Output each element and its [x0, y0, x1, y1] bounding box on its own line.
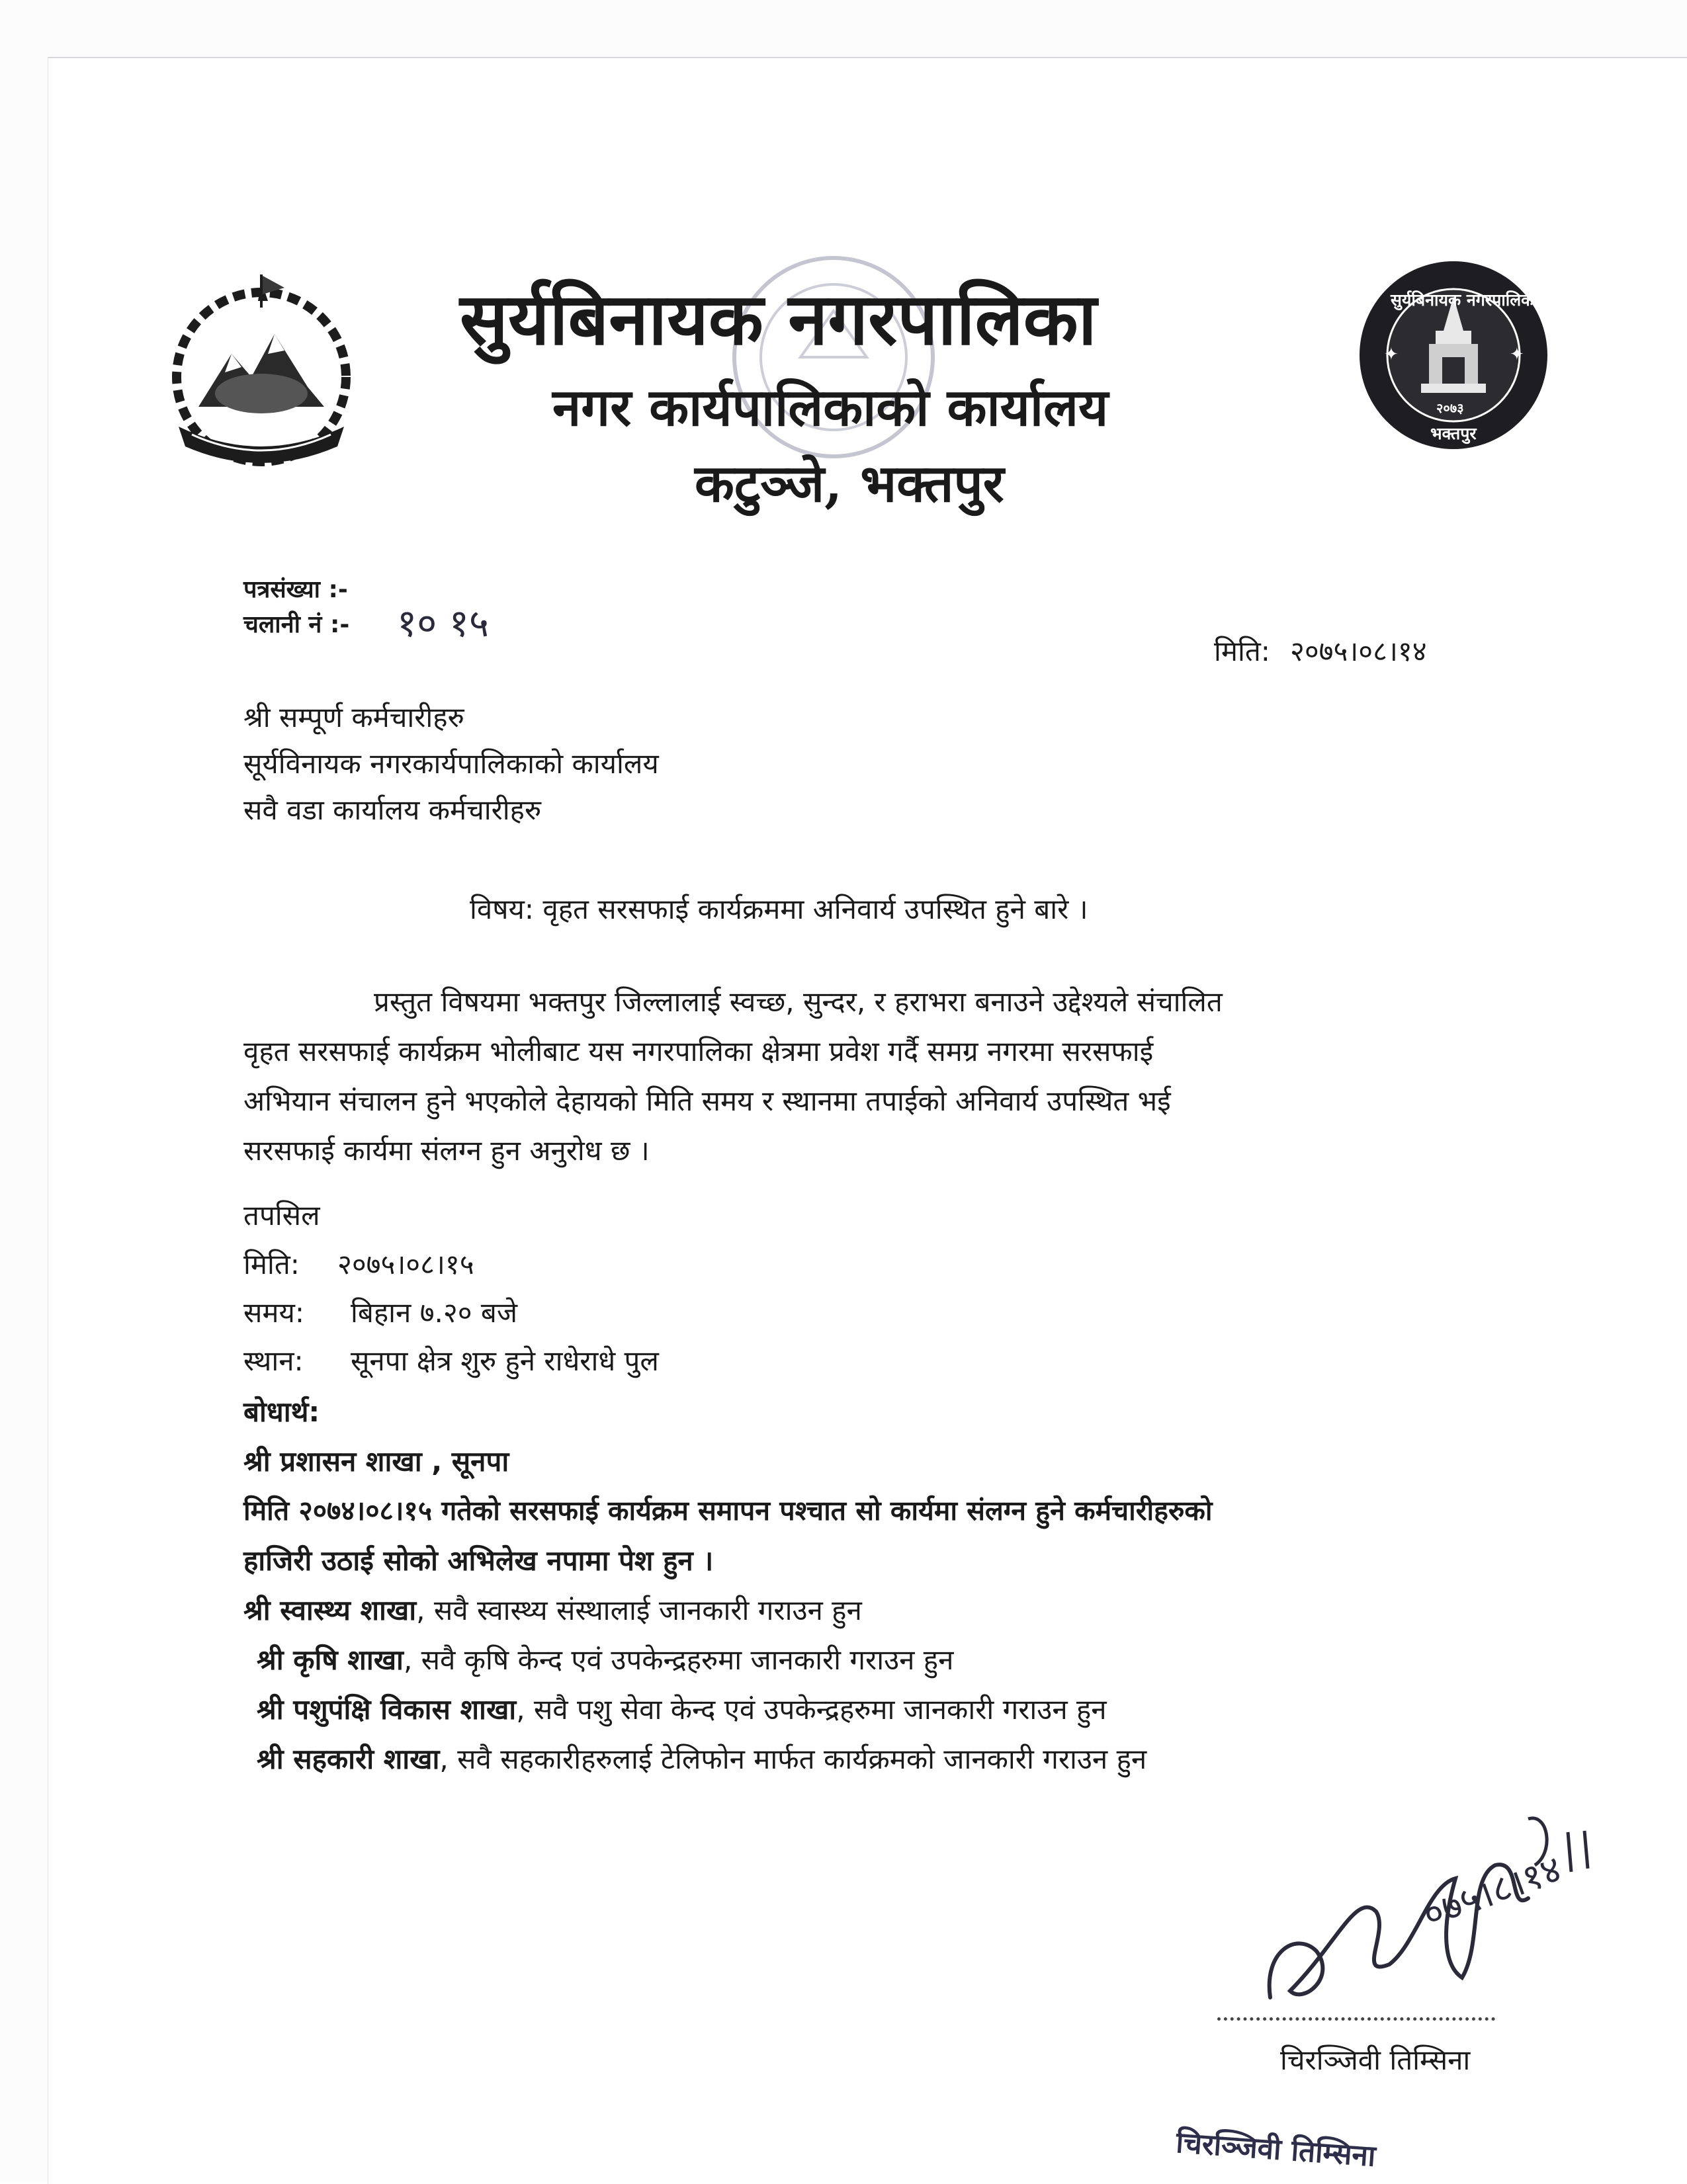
cooperative-branch-text: , सवै सहकारीहरुलाई टेलिफोन मार्फत कार्यक्रमको जानकारी गराउन हुन — [439, 1743, 1147, 1775]
date-label: मिति: — [1214, 635, 1270, 667]
bodharth-heading: बोधार्थ: — [243, 1396, 320, 1428]
signature-dotted-line — [1217, 2017, 1495, 2021]
patra-sankhya-label: पत्रसंख्या :- — [243, 576, 348, 603]
office-subtitle: नगर कार्यपालिकाको कार्यालय — [552, 378, 1109, 438]
nepal-emblem-logo — [152, 261, 370, 486]
stamp-name-text: चिरञ्जिवी तिम्सिना — [1174, 2125, 1377, 2173]
health-branch-text: , सवै स्वास्थ्य संस्थालाई जानकारी गराउन हुन — [416, 1594, 862, 1626]
admin-instruction-line-1: मिति २०७४।०८।१५ गतेको सरसफाई कार्यक्रम समापन पश्चात सो कार्यमा संलग्न हुने कर्मचारीहरुको — [243, 1495, 1213, 1527]
bodharth-item-livestock — [257, 1690, 1107, 1728]
body-line-3: अभियान संचालन हुने भएकोले देहायको मिति समय र स्थानमा तपाईको अनिवार्य उपस्थित भई — [243, 1085, 1171, 1117]
tapasil-heading: तपसिल — [243, 1199, 320, 1232]
logo-year: २०७३ — [1436, 400, 1464, 416]
recipient-line-1: श्री सम्पूर्ण कर्मचारीहरु — [243, 701, 464, 734]
signatory-name-stamp — [1164, 2113, 1455, 2183]
body-line-4: सरसफाई कार्यमा संलग्न हुन अनुरोध छ । — [243, 1134, 650, 1167]
recipient-line-2: सूर्यविनायक नगरकार्यपालिकाको कार्यालय — [243, 747, 659, 780]
body-line-1: प्रस्तुत विषयमा भक्तपुर जिल्लालाई स्वच्छ, सुन्दर, र हराभरा बनाउने उद्देश्यले संचालित — [374, 986, 1223, 1018]
tapasil-place-value: सूनपा क्षेत्र शुरु हुने राधेराधे पुल — [351, 1345, 659, 1377]
tapasil-date-label: मिति: — [243, 1248, 300, 1281]
livestock-branch: श्री पशुपंक्षि विकास शाखा — [257, 1693, 517, 1726]
tapasil-time-value: बिहान ७.२० बजे — [351, 1296, 518, 1329]
chalani-label: चलानी नं :- — [243, 611, 350, 638]
admin-branch: श्री प्रशासन शाखा , सूनपा — [243, 1445, 509, 1478]
bodharth-item-agriculture — [257, 1640, 953, 1678]
municipality-logo — [1356, 258, 1551, 453]
logo-place: भक्तपुर — [1430, 424, 1477, 443]
health-branch: श्री स्वास्थ्य शाखा — [243, 1594, 417, 1626]
bodharth-item-health — [243, 1591, 862, 1628]
logo-ring-text: सुर्यबिनायक नगरपालिका — [1391, 290, 1538, 310]
agriculture-branch: श्री कृषि शाखा — [257, 1644, 404, 1676]
handwritten-sign-date: ०७५।८।१४ — [1417, 1847, 1568, 1937]
chalani-number-handwritten: १० १५ — [397, 601, 490, 646]
bodharth-item-cooperative — [257, 1740, 1146, 1777]
agriculture-branch-text: , सवै कृषि केन्द एवं उपकेन्द्रहरुमा जानकारी गराउन हुन — [403, 1644, 954, 1676]
page-title: सुर्यबिनायक नगरपालिका — [460, 278, 1097, 361]
signatory-name: चिरञ्जिवी तिम्सिना — [1280, 2044, 1471, 2076]
svg-text:✦: ✦ — [1510, 345, 1524, 364]
recipient-line-3: सवै वडा कार्यालय कर्मचारीहरु — [243, 794, 542, 826]
date-value: २०७५।०८।१४ — [1290, 635, 1427, 667]
office-address: कटुञ्जे, भक्तपुर — [695, 454, 1004, 514]
admin-instruction-line-2: हाजिरी उठाई सोको अभिलेख नपामा पेश हुन । — [243, 1544, 714, 1577]
svg-text:✦: ✦ — [1384, 345, 1399, 364]
body-line-2: वृहत सरसफाई कार्यक्रम भोलीबाट यस नगरपालिका क्षेत्रमा प्रवेश गर्दै समग्र नगरमा सरसफाई — [243, 1035, 1154, 1068]
subject-line: विषय: वृहत सरसफाई कार्यक्रममा अनिवार्य उपस्थित हुने बारे । — [470, 893, 1088, 925]
cooperative-branch: श्री सहकारी शाखा — [257, 1743, 440, 1775]
tapasil-date-value: २०७५।०८।१५ — [337, 1248, 474, 1281]
tapasil-place-label: स्थान: — [243, 1345, 304, 1377]
tapasil-time-label: समय: — [243, 1296, 305, 1329]
livestock-branch-text: , सवै पशु सेवा केन्द एवं उपकेन्द्रहरुमा जानकारी गराउन हुन — [516, 1693, 1107, 1726]
